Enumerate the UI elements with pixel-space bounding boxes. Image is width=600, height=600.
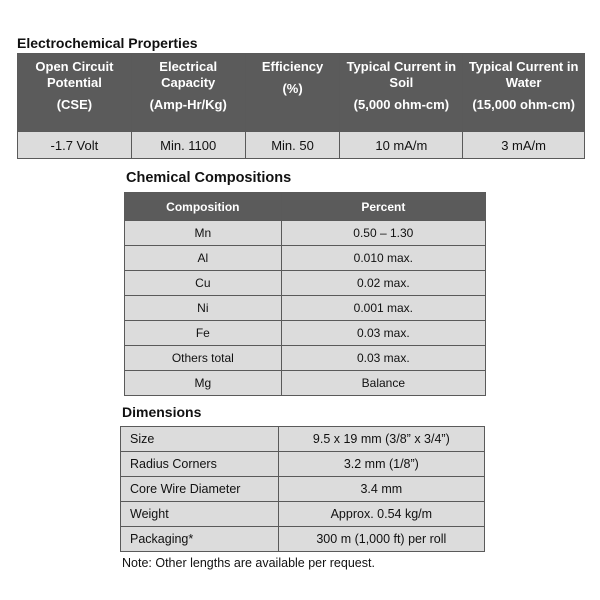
- element-cell: Others total: [125, 346, 282, 371]
- table-row: [121, 502, 485, 527]
- value-efficiency: Min. 50: [245, 132, 340, 159]
- table-row: [121, 527, 485, 552]
- chemical-title: Chemical Compositions: [126, 170, 292, 186]
- chemical-table: [124, 192, 486, 396]
- table-row: [121, 427, 485, 452]
- dimensions-table: [120, 426, 485, 552]
- table-row: [121, 452, 485, 477]
- dimension-value: 3.4 mm: [278, 477, 484, 502]
- electrochemical-title: Electrochemical Properties: [17, 35, 198, 51]
- table-row: [125, 296, 486, 321]
- header-current-water: Typical Current in Water (15,000 ohm-cm): [463, 54, 585, 132]
- table-row: [125, 346, 486, 371]
- dimension-label: Size: [121, 427, 279, 452]
- element-cell: Fe: [125, 321, 282, 346]
- table-row: [125, 271, 486, 296]
- table-row: [125, 221, 486, 246]
- table-row: [125, 371, 486, 396]
- element-cell: Al: [125, 246, 282, 271]
- dimension-value: Approx. 0.54 kg/m: [278, 502, 484, 527]
- percent-cell: 0.03 max.: [281, 321, 485, 346]
- header-current-soil: Typical Current in Soil (5,000 ohm-cm): [340, 54, 463, 132]
- table-header-row: [18, 54, 585, 132]
- value-current-soil: 10 mA/m: [340, 132, 463, 159]
- table-row: [18, 132, 585, 159]
- header-percent: Percent: [281, 193, 485, 221]
- dimension-value: 3.2 mm (1/8”): [278, 452, 484, 477]
- element-cell: Mn: [125, 221, 282, 246]
- percent-cell: Balance: [281, 371, 485, 396]
- header-composition: Composition: [125, 193, 282, 221]
- dimensions-title: Dimensions: [122, 404, 202, 420]
- element-cell: Mg: [125, 371, 282, 396]
- percent-cell: 0.02 max.: [281, 271, 485, 296]
- dimension-label: Weight: [121, 502, 279, 527]
- percent-cell: 0.010 max.: [281, 246, 485, 271]
- availability-note: Note: Other lengths are available per request.: [122, 556, 375, 570]
- value-electrical-capacity: Min. 1100: [131, 132, 245, 159]
- table-row: [125, 321, 486, 346]
- percent-cell: 0.50 – 1.30: [281, 221, 485, 246]
- dimension-label: Core Wire Diameter: [121, 477, 279, 502]
- percent-cell: 0.001 max.: [281, 296, 485, 321]
- table-header-row: [125, 193, 486, 221]
- dimension-value: 300 m (1,000 ft) per roll: [278, 527, 484, 552]
- header-efficiency: Efficiency (%): [245, 54, 340, 132]
- dimension-label: Radius Corners: [121, 452, 279, 477]
- dimension-value: 9.5 x 19 mm (3/8” x 3/4”): [278, 427, 484, 452]
- electrochemical-table: [17, 53, 585, 159]
- value-open-circuit-potential: -1.7 Volt: [18, 132, 132, 159]
- value-current-water: 3 mA/m: [463, 132, 585, 159]
- dimension-label: Packaging*: [121, 527, 279, 552]
- header-electrical-capacity: Electrical Capacity (Amp-Hr/Kg): [131, 54, 245, 132]
- table-row: [125, 246, 486, 271]
- header-open-circuit-potential: Open Circuit Potential (CSE): [18, 54, 132, 132]
- element-cell: Ni: [125, 296, 282, 321]
- element-cell: Cu: [125, 271, 282, 296]
- percent-cell: 0.03 max.: [281, 346, 485, 371]
- table-row: [121, 477, 485, 502]
